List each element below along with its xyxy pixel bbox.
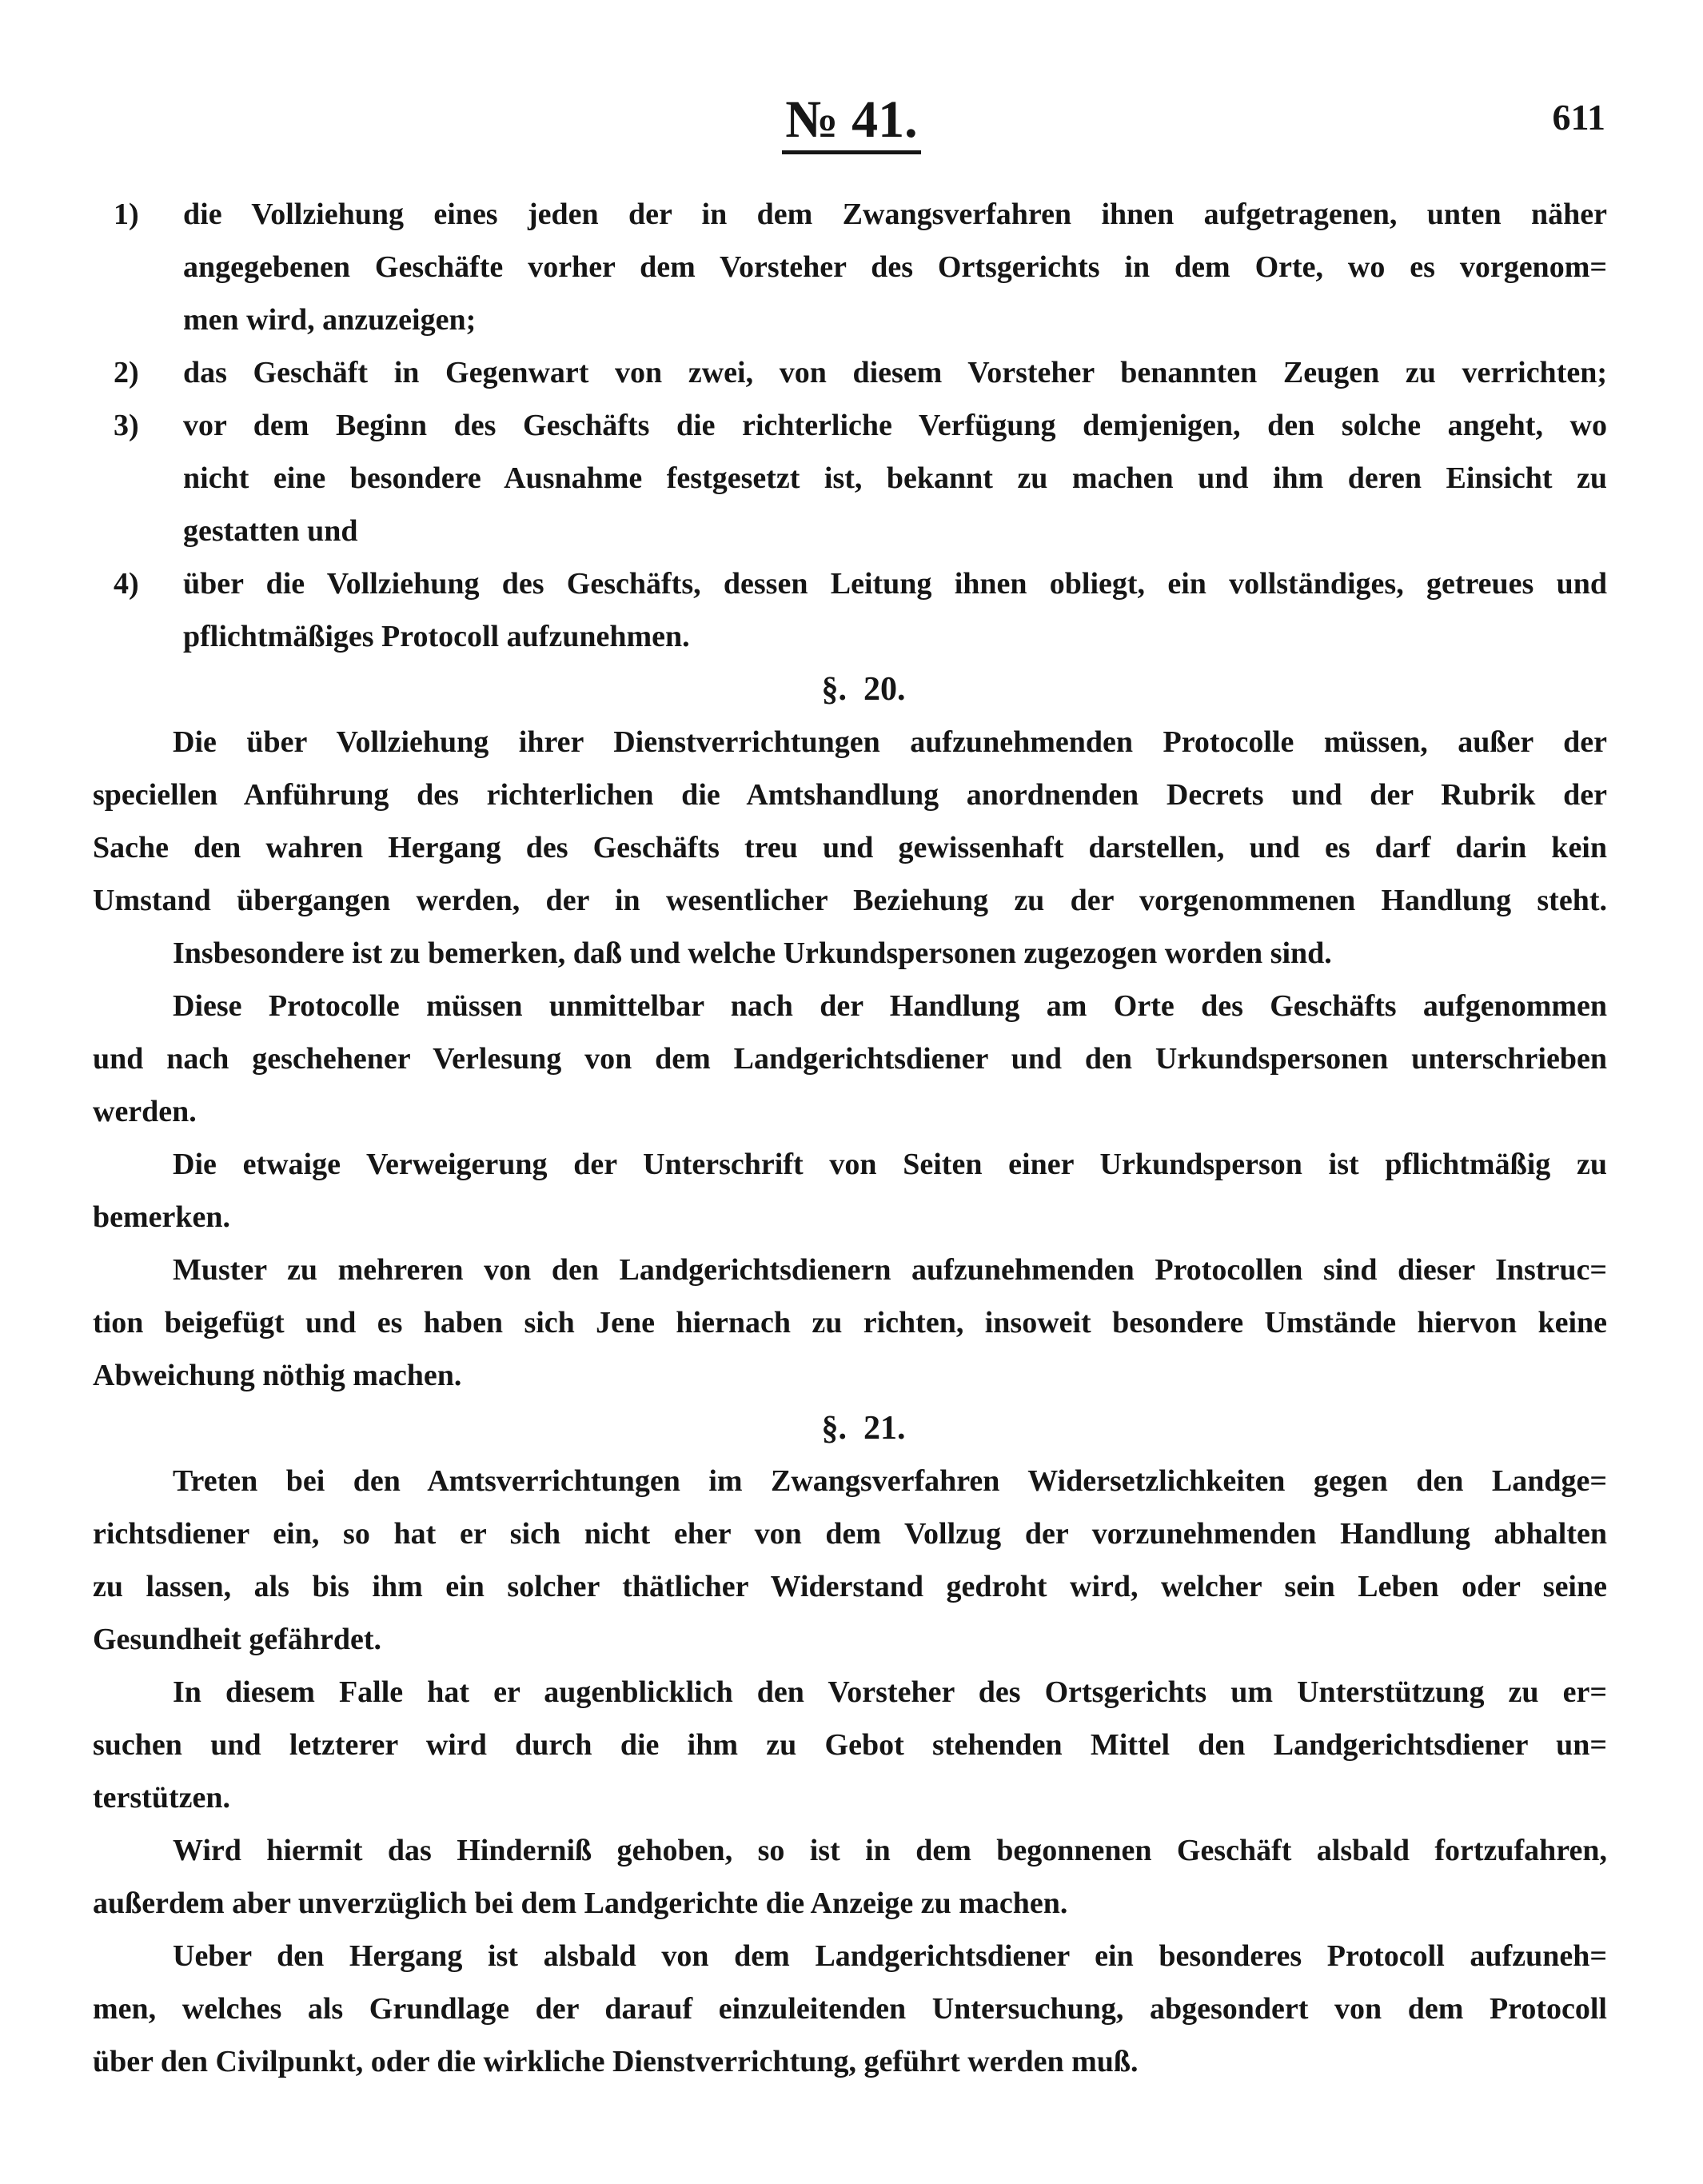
line-text: suchen und letzterer wird durch die ihm zu Gebot stehenden Mittel den Landgerichtsdiener un=	[93, 1728, 1607, 1762]
line-text: angegebenen Geschäfte vorher dem Vorsteher des Ortsgerichts in dem Orte, wo es vorgenom=	[183, 250, 1607, 284]
line-text: über die Vollziehung des Geschäfts, dessen Leitung ihnen obliegt, ein vollständiges, getreues und	[183, 567, 1607, 601]
line-text: terstützen.	[93, 1781, 230, 1815]
line-text: Diese Protocolle müssen unmittelbar nach der Handlung am Orte des Geschäfts aufgenommen	[173, 989, 1607, 1023]
line-text: werden.	[93, 1095, 197, 1128]
section-heading	[0, 1402, 1703, 1455]
text-line	[173, 1138, 1607, 1191]
page-number: 611	[1552, 97, 1605, 138]
line-text: bemerken.	[93, 1200, 231, 1234]
text-line	[93, 874, 1607, 927]
line-text: und nach geschehener Verlesung von dem Landgerichtsdiener und den Urkundspersonen unterschrieben	[93, 1042, 1607, 1076]
line-text: Insbesondere ist zu bemerken, daß und welche Urkundspersonen zugezogen worden sind.	[173, 936, 1332, 970]
line-text: Muster zu mehreren von den Landgerichtsdienern aufzunehmenden Protocollen sind dieser Instruc=	[173, 1253, 1607, 1287]
text-line	[173, 1244, 1607, 1296]
line-text: Umstand übergangen werden, der in wesentlicher Beziehung zu der vorgenommenen Handlung steht.	[93, 884, 1607, 917]
text-line	[93, 1613, 1607, 1666]
text-line	[93, 1560, 1607, 1613]
text-line	[93, 1191, 1607, 1244]
line-text: die Vollziehung eines jeden der in dem Zwangsverfahren ihnen aufgetragenen, unten näher	[183, 198, 1607, 231]
line-text: außerdem aber unverzüglich bei dem Landgerichte die Anzeige zu machen.	[93, 1887, 1068, 1920]
text-line	[93, 1877, 1607, 1930]
text-line	[173, 980, 1607, 1032]
line-text: pflichtmäßiges Protocoll aufzunehmen.	[183, 620, 690, 653]
line-text: Sache den wahren Hergang des Geschäfts treu und gewissenhaft darstellen, und es darf darin kein	[93, 831, 1607, 864]
line-text: über den Civilpunkt, oder die wirkliche Dienstverrichtung, geführt werden muß.	[93, 2045, 1139, 2078]
text-line	[173, 927, 1607, 980]
line-text: Die über Vollziehung ihrer Dienstverrichtungen aufzunehmenden Protocolle müssen, außer der	[173, 725, 1607, 759]
line-text: §. 21.	[821, 1410, 906, 1447]
text-line	[173, 1930, 1607, 1982]
line-text: richtsdiener ein, so hat er sich nicht eher von dem Vollzug der vorzunehmenden Handlung abhalten	[93, 1517, 1607, 1551]
text-line	[183, 452, 1607, 505]
text-line	[183, 241, 1607, 293]
line-text: das Geschäft in Gegenwart von zwei, von diesem Vorsteher benannten Zeugen zu verrichten;	[183, 356, 1607, 389]
line-text: Die etwaige Verweigerung der Unterschrift von Seiten einer Urkundsperson ist pflichtmäßig zu	[173, 1148, 1607, 1181]
line-text: §. 20.	[821, 671, 906, 708]
line-text: tion beigefügt und es haben sich Jene hiernach zu richten, insoweit besondere Umstände hiervon keine	[93, 1306, 1607, 1340]
text-line	[93, 769, 1607, 821]
text-line	[93, 1349, 1607, 1402]
line-text: gestatten und	[183, 514, 358, 548]
text-line	[93, 1771, 1607, 1824]
text-line	[93, 821, 1607, 874]
line-text: nicht eine besondere Ausnahme festgesetzt ist, bekannt zu machen und ihm deren Einsicht zu	[183, 461, 1607, 495]
line-text: vor dem Beginn des Geschäfts die richterliche Verfügung demjenigen, den solche angeht, wo	[183, 409, 1607, 442]
text-line	[93, 1296, 1607, 1349]
text-line	[173, 716, 1607, 769]
line-text: men, welches als Grundlage der darauf einzuleitenden Untersuchung, abgesondert von dem Protocoll	[93, 1992, 1607, 2026]
text-line	[173, 1824, 1607, 1877]
issue-number-text: № 41.	[782, 90, 920, 154]
text-line	[93, 1982, 1607, 2035]
gazette-issue-number	[0, 90, 1703, 150]
line-text: Gesundheit gefährdet.	[93, 1623, 381, 1656]
text-line	[93, 1032, 1607, 1085]
list-item-number: 2)	[114, 356, 139, 389]
text-line	[183, 505, 1607, 557]
list-item-number: 1)	[114, 198, 139, 231]
text-line	[93, 1507, 1607, 1560]
text-line	[93, 1719, 1607, 1771]
line-text: Abweichung nöthig machen.	[93, 1359, 462, 1392]
list-item-line	[114, 399, 1607, 452]
text-line	[173, 1455, 1607, 1507]
line-text: In diesem Falle hat er augenblicklich den Vorsteher des Ortsgerichts um Unterstützung zu er=	[173, 1675, 1607, 1709]
list-item-line	[114, 346, 1607, 399]
list-item-number: 4)	[114, 567, 139, 601]
text-line	[183, 293, 1607, 346]
line-text: men wird, anzuzeigen;	[183, 303, 477, 337]
line-text: zu lassen, als bis ihm ein solcher thätlicher Widerstand gedroht wird, welcher sein Leben oder seine	[93, 1570, 1607, 1603]
line-text: speciellen Anführung des richterlichen die Amtshandlung anordnenden Decrets und der Rubrik der	[93, 778, 1607, 812]
text-line	[183, 610, 1607, 663]
line-text: Treten bei den Amtsverrichtungen im Zwangsverfahren Widersetzlichkeiten gegen den Landge=	[173, 1464, 1607, 1498]
section-heading	[0, 663, 1703, 716]
document-body	[0, 188, 1703, 2088]
text-line	[93, 2035, 1607, 2088]
list-item-line	[114, 188, 1607, 241]
text-line	[93, 1085, 1607, 1138]
line-text: Wird hiermit das Hinderniß gehoben, so ist in dem begonnenen Geschäft alsbald fortzufahren,	[173, 1834, 1607, 1867]
list-item-line	[114, 557, 1607, 610]
line-text: Ueber den Hergang ist alsbald von dem Landgerichtsdiener ein besonderes Protocoll aufzuneh=	[173, 1939, 1607, 1973]
text-line	[173, 1666, 1607, 1719]
list-item-number: 3)	[114, 409, 139, 442]
